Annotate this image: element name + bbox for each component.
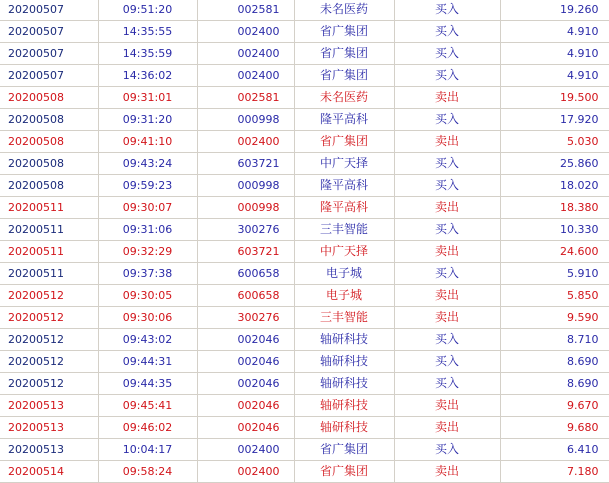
trade-time-cell: 14:35:55 bbox=[98, 21, 197, 43]
trade-time-cell: 09:32:29 bbox=[98, 241, 197, 263]
trade-time-cell: 09:31:01 bbox=[98, 87, 197, 109]
trade-date-cell: 20200513 bbox=[0, 439, 98, 461]
stock-code-cell: 002400 bbox=[197, 439, 294, 461]
stock-code-cell: 002400 bbox=[197, 21, 294, 43]
trade-time-cell: 09:44:31 bbox=[98, 351, 197, 373]
trade-date-cell: 20200511 bbox=[0, 197, 98, 219]
stock-code-cell: 000998 bbox=[197, 175, 294, 197]
trade-side-cell: 买入 bbox=[394, 351, 500, 373]
trade-side-cell: 买入 bbox=[394, 153, 500, 175]
trade-row[interactable] bbox=[0, 307, 609, 329]
trade-date-cell: 20200511 bbox=[0, 263, 98, 285]
stock-name-cell: 中广天择 bbox=[294, 153, 394, 175]
trade-price-cell: 19.500 bbox=[500, 87, 609, 109]
trade-time-cell: 09:31:06 bbox=[98, 219, 197, 241]
trade-date-cell: 20200508 bbox=[0, 153, 98, 175]
trade-row[interactable] bbox=[0, 219, 609, 241]
trade-side-cell: 买入 bbox=[394, 43, 500, 65]
stock-name-cell: 未名医药 bbox=[294, 87, 394, 109]
trade-date-cell: 20200512 bbox=[0, 351, 98, 373]
trade-side-cell: 买入 bbox=[394, 21, 500, 43]
stock-code-cell: 002581 bbox=[197, 87, 294, 109]
trade-side-cell: 买入 bbox=[394, 373, 500, 395]
trade-side-cell: 买入 bbox=[394, 175, 500, 197]
stock-code-cell: 002046 bbox=[197, 395, 294, 417]
stock-name-cell: 轴研科技 bbox=[294, 395, 394, 417]
trade-side-cell: 卖出 bbox=[394, 395, 500, 417]
trade-time-cell: 10:04:17 bbox=[98, 439, 197, 461]
trade-time-cell: 09:43:24 bbox=[98, 153, 197, 175]
trade-time-cell: 09:31:20 bbox=[98, 109, 197, 131]
trade-price-cell: 19.260 bbox=[500, 0, 609, 21]
trade-row[interactable] bbox=[0, 373, 609, 395]
stock-name-cell: 未名医药 bbox=[294, 0, 394, 21]
trade-row[interactable] bbox=[0, 263, 609, 285]
trade-price-cell: 4.910 bbox=[500, 65, 609, 87]
trade-side-cell: 买入 bbox=[394, 65, 500, 87]
trade-date-cell: 20200514 bbox=[0, 461, 98, 483]
trade-row[interactable] bbox=[0, 65, 609, 87]
trade-price-cell: 8.710 bbox=[500, 329, 609, 351]
trade-price-cell: 9.680 bbox=[500, 417, 609, 439]
stock-name-cell: 三丰智能 bbox=[294, 307, 394, 329]
trade-price-cell: 5.910 bbox=[500, 263, 609, 285]
trade-row[interactable] bbox=[0, 131, 609, 153]
stock-name-cell: 中广天择 bbox=[294, 241, 394, 263]
trade-date-cell: 20200512 bbox=[0, 373, 98, 395]
trade-date-cell: 20200508 bbox=[0, 109, 98, 131]
stock-name-cell: 轴研科技 bbox=[294, 329, 394, 351]
trade-date-cell: 20200507 bbox=[0, 0, 98, 21]
trade-side-cell: 卖出 bbox=[394, 131, 500, 153]
trade-date-cell: 20200507 bbox=[0, 43, 98, 65]
trade-row[interactable] bbox=[0, 197, 609, 219]
trade-row[interactable] bbox=[0, 351, 609, 373]
trade-time-cell: 09:46:02 bbox=[98, 417, 197, 439]
trade-side-cell: 卖出 bbox=[394, 241, 500, 263]
stock-code-cell: 002400 bbox=[197, 131, 294, 153]
trade-side-cell: 卖出 bbox=[394, 87, 500, 109]
trade-side-cell: 买入 bbox=[394, 109, 500, 131]
stock-code-cell: 000998 bbox=[197, 197, 294, 219]
stock-code-cell: 002046 bbox=[197, 351, 294, 373]
trade-row[interactable] bbox=[0, 43, 609, 65]
trade-time-cell: 09:41:10 bbox=[98, 131, 197, 153]
trade-row[interactable] bbox=[0, 395, 609, 417]
trade-time-cell: 09:51:20 bbox=[98, 0, 197, 21]
trade-side-cell: 买入 bbox=[394, 219, 500, 241]
trade-date-cell: 20200508 bbox=[0, 87, 98, 109]
stock-name-cell: 省广集团 bbox=[294, 461, 394, 483]
trade-date-cell: 20200511 bbox=[0, 241, 98, 263]
trade-time-cell: 09:58:24 bbox=[98, 461, 197, 483]
trade-price-cell: 6.410 bbox=[500, 439, 609, 461]
trade-price-cell: 24.600 bbox=[500, 241, 609, 263]
stock-name-cell: 省广集团 bbox=[294, 439, 394, 461]
trade-side-cell: 卖出 bbox=[394, 417, 500, 439]
trade-row[interactable] bbox=[0, 285, 609, 307]
trade-price-cell: 9.670 bbox=[500, 395, 609, 417]
trade-price-cell: 25.860 bbox=[500, 153, 609, 175]
trade-price-cell: 7.180 bbox=[500, 461, 609, 483]
stock-name-cell: 省广集团 bbox=[294, 131, 394, 153]
trade-price-cell: 18.380 bbox=[500, 197, 609, 219]
stock-name-cell: 隆平高科 bbox=[294, 175, 394, 197]
trade-time-cell: 09:59:23 bbox=[98, 175, 197, 197]
trade-date-cell: 20200511 bbox=[0, 219, 98, 241]
trade-row[interactable] bbox=[0, 461, 609, 483]
trade-price-cell: 17.920 bbox=[500, 109, 609, 131]
trade-date-cell: 20200508 bbox=[0, 131, 98, 153]
trade-price-cell: 8.690 bbox=[500, 373, 609, 395]
trade-time-cell: 09:30:07 bbox=[98, 197, 197, 219]
stock-code-cell: 002400 bbox=[197, 461, 294, 483]
trade-side-cell: 买入 bbox=[394, 263, 500, 285]
trade-row[interactable] bbox=[0, 87, 609, 109]
trade-date-cell: 20200512 bbox=[0, 285, 98, 307]
trade-time-cell: 09:44:35 bbox=[98, 373, 197, 395]
stock-code-cell: 000998 bbox=[197, 109, 294, 131]
stock-code-cell: 002046 bbox=[197, 329, 294, 351]
stock-name-cell: 隆平高科 bbox=[294, 197, 394, 219]
trade-time-cell: 09:43:02 bbox=[98, 329, 197, 351]
stock-name-cell: 省广集团 bbox=[294, 43, 394, 65]
trade-time-cell: 14:35:59 bbox=[98, 43, 197, 65]
trade-row[interactable] bbox=[0, 241, 609, 263]
trade-side-cell: 买入 bbox=[394, 329, 500, 351]
stock-name-cell: 省广集团 bbox=[294, 65, 394, 87]
stock-name-cell: 轴研科技 bbox=[294, 417, 394, 439]
stock-name-cell: 轴研科技 bbox=[294, 373, 394, 395]
trade-time-cell: 09:30:06 bbox=[98, 307, 197, 329]
stock-name-cell: 隆平高科 bbox=[294, 109, 394, 131]
stock-code-cell: 603721 bbox=[197, 153, 294, 175]
trade-row[interactable] bbox=[0, 109, 609, 131]
trade-price-cell: 9.590 bbox=[500, 307, 609, 329]
trade-side-cell: 买入 bbox=[394, 439, 500, 461]
trade-price-cell: 18.020 bbox=[500, 175, 609, 197]
trade-price-cell: 4.910 bbox=[500, 43, 609, 65]
trade-row[interactable] bbox=[0, 175, 609, 197]
trade-date-cell: 20200512 bbox=[0, 329, 98, 351]
stock-name-cell: 省广集团 bbox=[294, 21, 394, 43]
trade-date-cell: 20200508 bbox=[0, 175, 98, 197]
stock-code-cell: 002581 bbox=[197, 0, 294, 21]
stock-code-cell: 603721 bbox=[197, 241, 294, 263]
trade-price-cell: 5.850 bbox=[500, 285, 609, 307]
trade-time-cell: 14:36:02 bbox=[98, 65, 197, 87]
trade-side-cell: 卖出 bbox=[394, 307, 500, 329]
stock-code-cell: 002046 bbox=[197, 373, 294, 395]
trade-row[interactable] bbox=[0, 329, 609, 351]
trade-side-cell: 买入 bbox=[394, 0, 500, 21]
stock-name-cell: 轴研科技 bbox=[294, 351, 394, 373]
trade-price-cell: 5.030 bbox=[500, 131, 609, 153]
trade-price-cell: 10.330 bbox=[500, 219, 609, 241]
trade-date-cell: 20200512 bbox=[0, 307, 98, 329]
stock-code-cell: 300276 bbox=[197, 307, 294, 329]
stock-code-cell: 300276 bbox=[197, 219, 294, 241]
trade-date-cell: 20200507 bbox=[0, 21, 98, 43]
trade-row[interactable] bbox=[0, 439, 609, 461]
trade-row[interactable] bbox=[0, 153, 609, 175]
trade-row[interactable] bbox=[0, 0, 609, 21]
trade-row[interactable] bbox=[0, 417, 609, 439]
trade-side-cell: 卖出 bbox=[394, 461, 500, 483]
trade-time-cell: 09:45:41 bbox=[98, 395, 197, 417]
trade-row[interactable] bbox=[0, 21, 609, 43]
trade-price-cell: 8.690 bbox=[500, 351, 609, 373]
trade-side-cell: 卖出 bbox=[394, 197, 500, 219]
trade-side-cell: 卖出 bbox=[394, 285, 500, 307]
stock-code-cell: 002046 bbox=[197, 417, 294, 439]
stock-code-cell: 002400 bbox=[197, 65, 294, 87]
stock-name-cell: 电子城 bbox=[294, 285, 394, 307]
trade-date-cell: 20200513 bbox=[0, 417, 98, 439]
trade-date-cell: 20200507 bbox=[0, 65, 98, 87]
stock-code-cell: 600658 bbox=[197, 285, 294, 307]
stock-name-cell: 电子城 bbox=[294, 263, 394, 285]
stock-name-cell: 三丰智能 bbox=[294, 219, 394, 241]
trade-time-cell: 09:30:05 bbox=[98, 285, 197, 307]
trade-date-cell: 20200513 bbox=[0, 395, 98, 417]
stock-code-cell: 600658 bbox=[197, 263, 294, 285]
trade-price-cell: 4.910 bbox=[500, 21, 609, 43]
trade-time-cell: 09:37:38 bbox=[98, 263, 197, 285]
stock-code-cell: 002400 bbox=[197, 43, 294, 65]
